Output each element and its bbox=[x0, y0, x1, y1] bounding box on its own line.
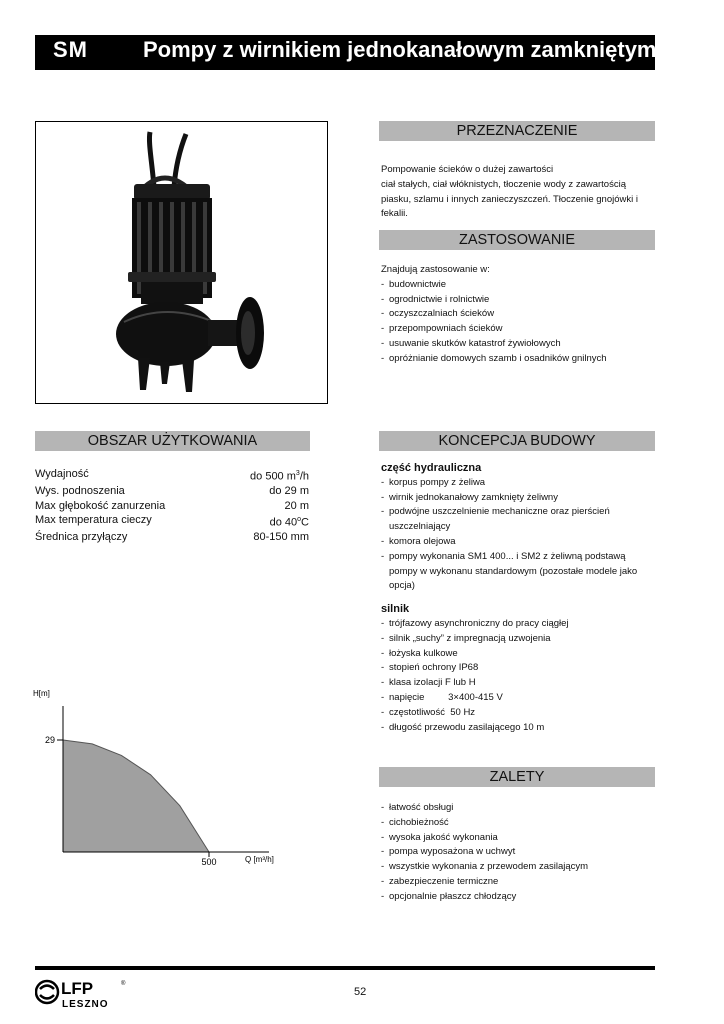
text-line: Pompowanie ścieków o dużej zawartości bbox=[381, 164, 554, 175]
section-heading-zastosowanie: ZASTOSOWANIE bbox=[379, 230, 655, 250]
spec-label: Wys. podnoszenia bbox=[35, 485, 125, 498]
list-item: - cichobieżność bbox=[381, 816, 655, 831]
pump-photo bbox=[35, 121, 328, 404]
section-heading-obszar: OBSZAR UŻYTKOWANIA bbox=[35, 431, 310, 451]
przeznaczenie-text bbox=[381, 163, 657, 222]
spec-label: Max temperatura cieczy bbox=[35, 514, 152, 527]
list-item: - pompy wykonania SM1 400... i SM2 z żeliwną podstawą pompy w wykonanu standardowym (pozostałe modele jako opcja) bbox=[381, 550, 655, 594]
list-item: - usuwanie skutków katastrof żywiołowych bbox=[381, 337, 657, 352]
series-code: SM bbox=[53, 37, 88, 62]
list-item: - korpus pompy z żeliwa bbox=[381, 476, 655, 491]
list-item: - częstotliwość 50 Hz bbox=[381, 706, 655, 721]
list-item: - pompa wyposażona w uchwyt bbox=[381, 845, 655, 860]
spec-row bbox=[35, 513, 309, 530]
list-item: - oczyszczalniach ścieków bbox=[381, 307, 657, 322]
section-heading-przeznaczenie: PRZEZNACZENIE bbox=[379, 121, 655, 141]
list-item: - długość przewodu zasilającego 10 m bbox=[381, 721, 655, 736]
registered-mark-icon: ® bbox=[121, 981, 126, 987]
pump-illustration bbox=[36, 122, 327, 403]
section-heading-zalety: ZALETY bbox=[379, 767, 655, 787]
title-bar bbox=[35, 35, 655, 70]
zastosowanie-text bbox=[381, 263, 657, 367]
list-item: - łożyska kulkowe bbox=[381, 647, 655, 662]
spec-value: do 29 m bbox=[269, 485, 309, 498]
company-logo bbox=[35, 977, 135, 1009]
swirl-icon bbox=[36, 981, 58, 1003]
list-item: - komora olejowa bbox=[381, 535, 655, 550]
list-item: - opróżnianie domowych szamb i osadników gnilnych bbox=[381, 352, 657, 367]
curve-area bbox=[63, 740, 209, 852]
spec-row bbox=[35, 499, 309, 514]
text-line: ciał stałych, ciał włóknistych, tłoczenie wody z zawartością bbox=[381, 178, 626, 190]
list-item: - zabezpieczenie termiczne bbox=[381, 875, 655, 890]
application-list bbox=[381, 278, 657, 367]
koncepcja-text bbox=[381, 461, 655, 735]
spec-table bbox=[35, 467, 309, 545]
footer-rule bbox=[35, 966, 655, 970]
list-item: - przepompowniach ścieków bbox=[381, 322, 657, 337]
x-tick-label: 500 bbox=[201, 857, 217, 867]
list-item: - budownictwie bbox=[381, 278, 657, 293]
list-item: - ogrodnictwie i rolnictwie bbox=[381, 293, 657, 308]
y-tick-label: 29 bbox=[44, 735, 55, 745]
spec-label: Max głębokość zanurzenia bbox=[35, 499, 166, 512]
intro-line: Znajdują zastosowanie w: bbox=[381, 264, 490, 275]
list-item: - silnik „suchy” z impregnacją uzwojenia bbox=[381, 632, 655, 647]
list-item: - napięcie 3×400-415 V bbox=[381, 691, 655, 706]
list-item: - trójfazowy asynchroniczny do pracy ciągłej bbox=[381, 617, 655, 632]
list-item: - klasa izolacji F lub H bbox=[381, 676, 655, 691]
list-item: - wirnik jednokanałowy zamknięty żeliwny bbox=[381, 491, 655, 506]
list-item: - łatwość obsługi bbox=[381, 801, 655, 816]
logo-text: LFP bbox=[61, 979, 94, 998]
page-number: 52 bbox=[354, 986, 367, 998]
hydraulic-subheading: część hydrauliczna bbox=[381, 462, 482, 474]
spec-value: 20 m bbox=[284, 499, 309, 512]
motor-list bbox=[381, 617, 655, 735]
spec-value: do 500 $m^3/h$ bbox=[250, 470, 309, 483]
spec-row bbox=[35, 530, 309, 545]
motor-subheading: silnik bbox=[381, 603, 410, 616]
spec-value: 80-150 mm bbox=[253, 531, 309, 544]
y-axis-label: H[m] bbox=[33, 689, 50, 698]
performance-chart bbox=[30, 684, 290, 870]
logo-subtext: LESZNO bbox=[62, 999, 109, 1009]
zalety-text bbox=[381, 801, 655, 905]
page-title: Pompy z wirnikiem jednokanałowym zamkniętym bbox=[143, 37, 657, 62]
spec-value: do 40$^o$C bbox=[269, 516, 309, 529]
x-axis-label: Q [m³/h] bbox=[245, 855, 274, 864]
list-item: - podwójne uszczelnienie mechaniczne oraz pierścień uszczelniający bbox=[381, 505, 655, 535]
text-line: piasku, szlamu i innych zanieczyszczeń. Tłoczenie gnojówki i bbox=[381, 193, 638, 205]
list-item: - opcjonalnie płaszcz chłodzący bbox=[381, 890, 655, 905]
hydraulic-list bbox=[381, 476, 655, 594]
spec-label: Wydajność bbox=[35, 468, 89, 480]
text-line: fekalii. bbox=[381, 208, 408, 220]
spec-label: Średnica przyłączy bbox=[35, 531, 128, 544]
section-heading-koncepcja: KONCEPCJA BUDOWY bbox=[379, 431, 655, 451]
spec-row bbox=[35, 467, 309, 484]
advantages-list bbox=[381, 801, 655, 905]
list-item: - wszystkie wykonania z przewodem zasilającym bbox=[381, 860, 655, 875]
list-item: - wysoka jakość wykonania bbox=[381, 831, 655, 846]
list-item: - stopień ochrony IP68 bbox=[381, 661, 655, 676]
spec-row bbox=[35, 484, 309, 499]
